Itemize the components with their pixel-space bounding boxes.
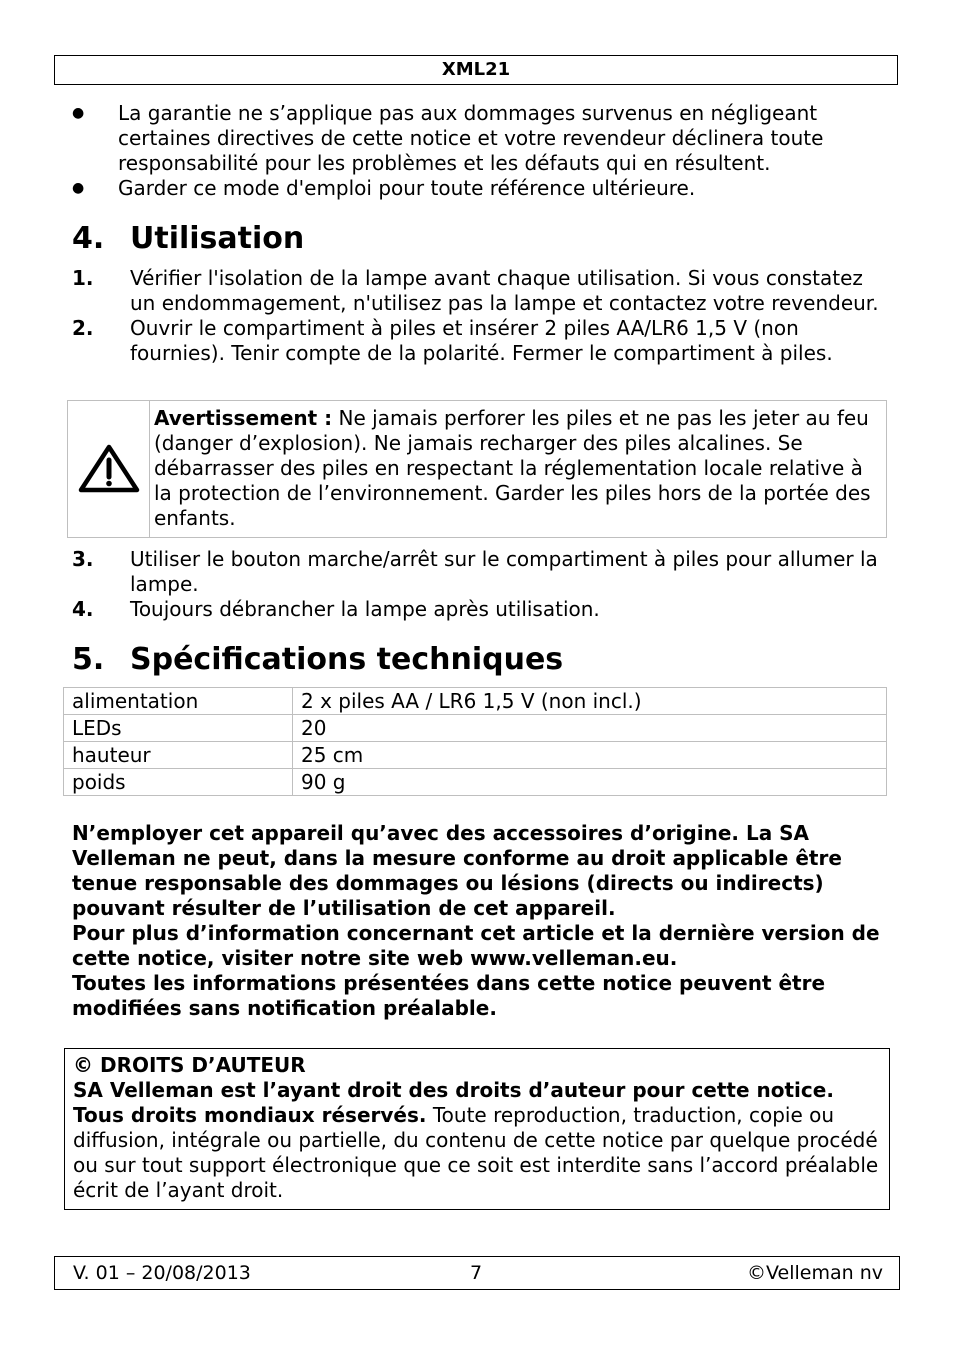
- copyright-heading: © DROITS D’AUTEUR: [73, 1053, 306, 1077]
- section-4-heading: 4. Utilisation: [72, 221, 305, 256]
- usage-steps-list-continued: [72, 547, 887, 622]
- notice-paragraph: N’employer cet appareil qu’avec des accessoires d’origine. La SA Velleman ne peut, dans la mesure conforme au droit applicable être tenue responsable des dommages ou lésions (directs ou indirects) pouvant résulter de l’utilisation de cet appareil.: [72, 821, 842, 920]
- page-number: 7: [470, 1262, 483, 1284]
- copyright-body: Tous droits mondiaux réservés. Toute reproduction, traduction, copie ou diffusion, intégrale ou partielle, du contenu de cette notice par quelque procédé ou sur tout support électronique que ce soit est interdite sans l’accord préalable écrit de l’ayant droit.: [73, 1103, 879, 1202]
- list-item: 3. Utiliser le bouton marche/arrêt sur le compartiment à piles pour allumer la lampe.: [72, 547, 878, 596]
- legal-notices: [72, 821, 887, 1021]
- notice-paragraph: Toutes les informations présentées dans cette notice peuvent être modifiées sans notification préalable.: [72, 971, 826, 1020]
- list-item: 4. Toujours débrancher la lampe après utilisation.: [72, 597, 600, 621]
- table-row: LEDs 20: [64, 715, 887, 742]
- warning-label: Avertissement :: [154, 406, 333, 430]
- usage-steps-list: [72, 266, 887, 366]
- model-name: XML21: [441, 59, 511, 80]
- copyright-box: [64, 1048, 890, 1210]
- warning-text: Avertissement : Ne jamais perforer les piles et ne pas les jeter au feu (danger d’explosion). Ne jamais recharger des piles alcalines. Se débarrasser des piles en respectant la réglementation locale relative à la protection de l’environnement. Garder les piles hors de la portée des enfants.: [154, 406, 871, 530]
- list-item: 2. Ouvrir le compartiment à piles et insérer 2 piles AA/LR6 1,5 V (non fournies). Tenir compte de la polarité. Fermer le compartiment à piles.: [72, 316, 833, 365]
- table-row: poids 90 g: [64, 769, 887, 796]
- version-date: V. 01 – 20/08/2013: [73, 1262, 251, 1284]
- brand-copyright: ©Velleman nv: [747, 1262, 883, 1284]
- table-row: hauteur 25 cm: [64, 742, 887, 769]
- bullet-dot-icon: ●: [72, 105, 85, 121]
- document-footer: [54, 1256, 900, 1290]
- intro-bullet-list: [72, 101, 872, 201]
- warning-box: [67, 400, 887, 538]
- list-item: ● La garantie ne s’applique pas aux dommages survenus en négligeant certaines directives de cette notice et votre revendeur déclinera toute responsabilité pour les problèmes et les défauts qui en résultent.: [72, 101, 824, 175]
- document-header: [54, 55, 898, 85]
- warning-triangle-icon: [78, 444, 140, 494]
- table-row: alimentation 2 x piles AA / LR6 1,5 V (non incl.): [64, 688, 887, 715]
- list-item: 1. Vérifier l'isolation de la lampe avant chaque utilisation. Si vous constatez un endommagement, n'utilisez pas la lampe et contactez votre revendeur.: [72, 266, 879, 315]
- bullet-dot-icon: ●: [72, 180, 85, 196]
- list-item: ● Garder ce mode d'emploi pour toute référence ultérieure.: [72, 176, 696, 200]
- section-5-heading: 5. Spécifications techniques: [72, 642, 564, 677]
- copyright-line: SA Velleman est l’ayant droit des droits d’auteur pour cette notice.: [73, 1078, 834, 1102]
- specifications-table: [63, 687, 887, 796]
- notice-paragraph: Pour plus d’information concernant cet article et la dernière version de cette notice, visiter notre site web www.velleman.eu.: [72, 921, 880, 970]
